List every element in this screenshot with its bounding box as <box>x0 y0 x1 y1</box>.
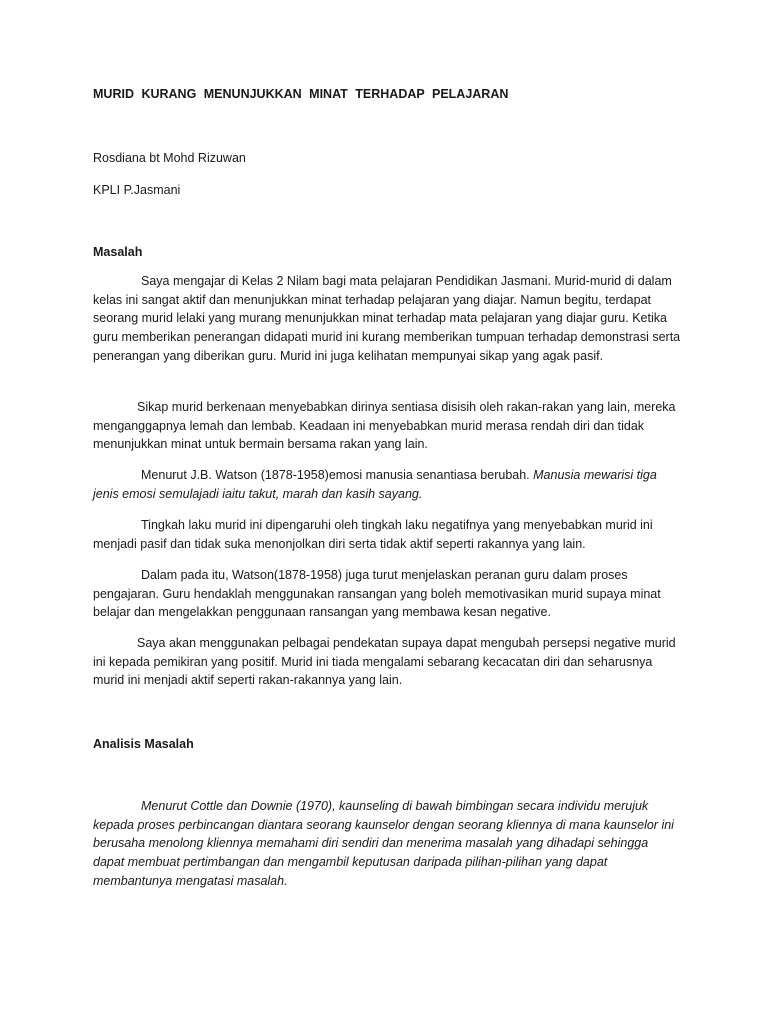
paragraph-4 <box>93 516 681 553</box>
paragraph-3-quote: Manusia mewarisi tiga jenis emosi semulajadi iaitu takut, marah dan kasih sayang. <box>93 468 657 501</box>
paragraph-2-text: Sikap murid berkenaan menyebabkan dirinya sentiasa disisih oleh rakan-rakan yang lain, mereka menganggapnya lemah dan lembab. Keadaan ini menyebabkan murid merasa rendah diri dan tidak menunjukkan minat untuk bermain bersama rakan yang lain. <box>93 400 676 452</box>
paragraph-4-text: Tingkah laku murid ini dipengaruhi oleh tingkah laku negatifnya yang menyebabkan murid ini menjadi pasif dan tidak suka menonjolkan diri serta tidak aktif seperti rakannya yang lain. <box>93 518 653 551</box>
paragraph-1 <box>93 272 681 366</box>
paragraph-5-text: Dalam pada itu, Watson(1878-1958) juga turut menjelaskan peranan guru dalam proses pengajaran. Guru hendaklah menggunakan ransangan yang boleh memotivasikan murid supaya minat belajar dan mengelakkan penggunaan ransangan yang membawa kesan negative. <box>93 568 661 620</box>
section-heading-masalah: Masalah <box>93 245 143 259</box>
paragraph-6 <box>93 634 681 690</box>
section-heading-analisis: Analisis Masalah <box>93 737 194 751</box>
paragraph-6-text: Saya akan menggunakan pelbagai pendekatan supaya dapat mengubah persepsi negative murid ini kepada pemikiran yang positif. Murid ini tiada mengalami sebarang kecacatan diri dan seharusnya murid ini menjadi aktif seperti rakan-rakannya yang lain. <box>93 636 676 688</box>
program-name: KPLI P.Jasmani <box>93 183 181 197</box>
paragraph-3 <box>93 466 681 503</box>
author-name: Rosdiana bt Mohd Rizuwan <box>93 151 246 165</box>
paragraph-5 <box>93 566 681 622</box>
paragraph-7-text: Menurut Cottle dan Downie (1970), kaunseling di bawah bimbingan secara individu merujuk kepada proses perbincangan diantara seorang kaunselor dengan seorang kliennya di mana kaunselor ini berusaha menolong kliennya memahami diri sendiri dan menerima masalah yang dihadapi sehingga dapat membuat pertimbangan dan mengambil keputusan daripada pilihan-pilihan yang dapat membantunya mengatasi masalah. <box>93 799 674 888</box>
paragraph-2 <box>93 398 681 454</box>
paragraph-1-text: Saya mengajar di Kelas 2 Nilam bagi mata pelajaran Pendidikan Jasmani. Murid-murid di dalam kelas ini sangat aktif dan menunjukkan minat terhadap pelajaran yang diajar. Namun begitu, terdapat seorang murid lelaki yang murang menunjukkan minat terhadap mata pelajaran yang diajar guru. Ketika guru memberikan penerangan didapati murid ini kurang memberikan tumpuan terhadap demonstrasi serta penerangan yang diberikan guru. Murid ini juga kelihatan mempunyai sikap yang agak pasif. <box>93 274 681 363</box>
paragraph-7 <box>93 797 681 891</box>
paragraph-3-text: Menurut J.B. Watson (1878-1958)emosi manusia senantiasa berubah. <box>141 468 534 482</box>
document-title: MURID KURANG MENUNJUKKAN MINAT TERHADAP PELAJARAN <box>93 87 509 101</box>
